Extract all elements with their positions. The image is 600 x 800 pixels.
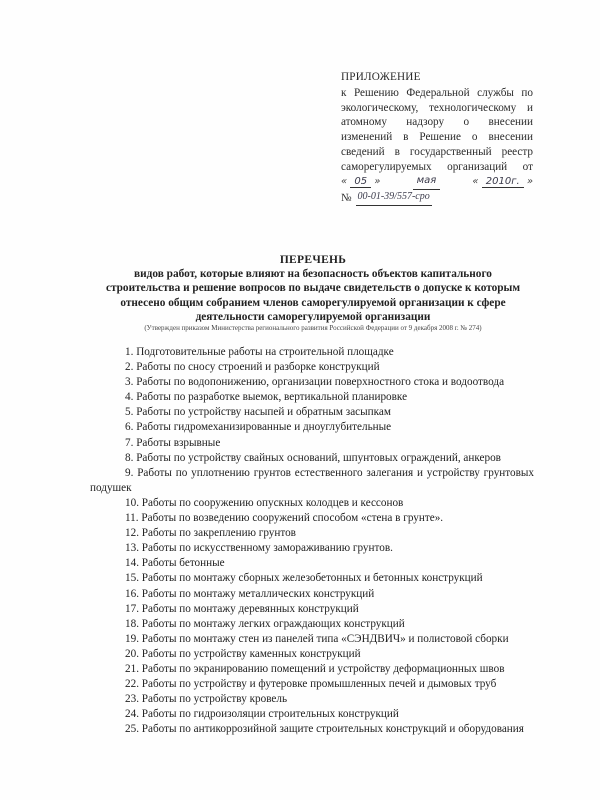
appendix-body	[341, 86, 533, 175]
list-item: 25. Работы по антикоррозийной защите строительных конструкций и оборудования	[125, 723, 524, 736]
quote-open: «	[472, 175, 479, 187]
list-item: 13. Работы по искусственному замораживанию грунтов.	[125, 542, 393, 555]
list-item: 9. Работы по уплотнению грунтов естественного залегания и устройству грунтовых подушек	[90, 466, 534, 494]
list-item: 5. Работы по устройству насыпей и обратным засыпкам	[125, 406, 391, 419]
list-item: 19. Работы по монтажу стен из панелей типа «СЭНДВИЧ» и полистовой сборки	[125, 632, 509, 645]
heading-subtitle-line: деятельности саморегулируемой организации	[195, 310, 431, 323]
appendix-line: атомному надзору о внесении	[341, 116, 533, 129]
appendix-title: ПРИЛОЖЕНИЕ	[341, 71, 421, 83]
list-item: 12. Работы по закреплению грунтов	[125, 527, 296, 540]
quote-open: «	[341, 175, 348, 187]
heading-subtitle-line: отнесено общим собранием членов саморегулируемой организации к сфере	[120, 296, 506, 309]
list-item: 1. Подготовительные работы на строительной площадке	[125, 346, 394, 358]
appendix-line: экологическому, технологическому и	[341, 101, 533, 114]
heading-subtitle-line: видов работ, которые влияют на безопасность объектов капитального	[134, 268, 492, 281]
quote-close: »	[526, 175, 533, 187]
list-item: 14. Работы бетонные	[125, 557, 225, 570]
list-item: 21. Работы по экранированию помещений и устройству деформационных швов	[125, 662, 505, 675]
heading-title: ПЕРЕЧЕНЬ	[279, 254, 347, 266]
list-item: 22. Работы по устройству и футеровке промышленных печей и дымовых труб	[125, 678, 497, 691]
list-item: 20. Работы по устройству каменных конструкций	[125, 647, 361, 660]
handwritten-number: 00-01-39/557-сро	[356, 190, 432, 206]
handwritten-month: мая	[413, 174, 441, 190]
quote-close: »	[374, 175, 381, 187]
appendix-line: сведений в государственный реестр	[341, 145, 533, 158]
list-item: 4. Работы по разработке выемок, вертикальной планировке	[125, 391, 408, 404]
list-item: 3. Работы по водопонижению, организации поверхностного стока и водоотвода	[125, 376, 505, 389]
appendix-line: изменений в Решение о внесении	[341, 131, 533, 144]
list-item: 11. Работы по возведению сооружений способом «стена в грунте».	[125, 512, 444, 525]
list-item: 7. Работы взрывные	[125, 436, 221, 449]
list-item: 18. Работы по монтажу легких ограждающих конструкций	[125, 617, 405, 630]
approval-note: (Утвержден приказом Министерства регионального развития Российской Федерации от 9 декабря 2008 г. № 274)	[144, 324, 482, 333]
list-item: 8. Работы по устройству свайных оснований, шпунтовых ограждений, анкеров	[125, 451, 501, 464]
list-item: 15. Работы по монтажу сборных железобетонных и бетонных конструкций	[125, 572, 483, 585]
list-item: 10. Работы по сооружению опускных колодцев и кессонов	[125, 496, 404, 509]
list-item: 2. Работы по сносу строений и разборке конструкций	[125, 361, 380, 374]
handwritten-day: 05	[350, 176, 371, 188]
appendix-date	[341, 175, 533, 190]
list-item: 23. Работы по устройству кровель	[125, 693, 288, 706]
appendix-number	[341, 190, 533, 206]
appendix-block	[341, 70, 533, 206]
number-sign: №	[341, 191, 352, 204]
work-types-list	[90, 345, 534, 737]
document-heading	[60, 253, 566, 333]
list-item: 17. Работы по монтажу деревянных конструкций	[125, 602, 359, 615]
appendix-line: саморегулируемых организаций от	[341, 160, 533, 173]
heading-subtitle-line: строительства и решение вопросов по выдаче свидетельств о допуске к которым	[105, 282, 521, 295]
list-item: 16. Работы по монтажу металлических конструкций	[125, 587, 375, 600]
handwritten-year: 2010г.	[482, 176, 524, 188]
list-item: 6. Работы гидромеханизированные и дноуглубительные	[125, 421, 392, 434]
appendix-line: к Решению Федеральной службы по	[341, 86, 533, 99]
list-item: 24. Работы по гидроизоляции строительных конструкций	[125, 708, 399, 721]
